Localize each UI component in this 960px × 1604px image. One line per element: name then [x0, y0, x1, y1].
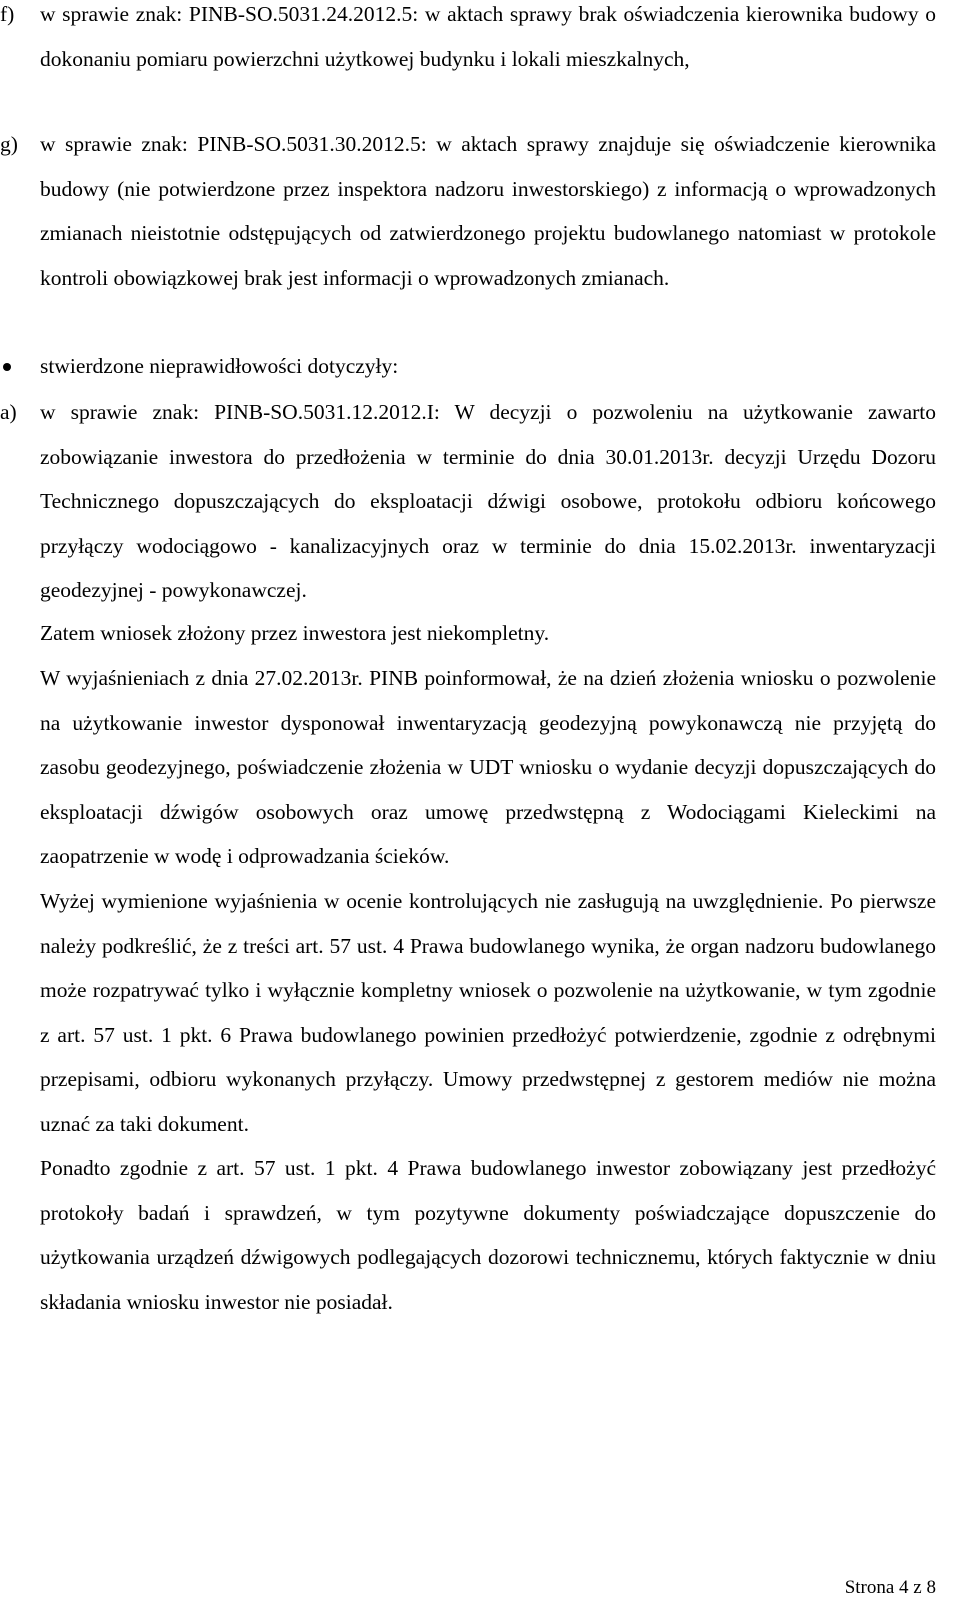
- list-item-f-text: w sprawie znak: PINB-SO.5031.24.2012.5: w aktach sprawy brak oświadczenia kierownika budowy o dokonaniu pomiaru powierzchni użytkowej budynku i lokali mieszkalnych,: [40, 2, 936, 71]
- list-item-a: [0, 390, 936, 613]
- paragraph-additional-requirements: Ponadto zgodnie z art. 57 ust. 1 pkt. 4 Prawa budowlanego inwestor zobowiązany jest przedłożyć protokoły badań i sprawdzeń, w tym pozytywne dokumenty poświadczające dopuszczenie do użytkowania urządzeń dźwigowych podlegających dozorowi technicznemu, których faktycznie w dniu składania wniosku inwestor nie posiadał.: [40, 1156, 936, 1314]
- page-number: Strona 4 z 8: [844, 1577, 936, 1598]
- paragraph-assessment: Wyżej wymienione wyjaśnienia w ocenie kontrolujących nie zasługują na uwzględnienie. Po pierwsze należy podkreślić, że z treści art. 57 ust. 4 Prawa budowlanego wynika, że organ nadzoru budowlanego może rozpatrywać tylko i wyłącznie kompletny wniosek o pozwolenie na użytkowanie, w tym zgodnie z art. 57 ust. 1 pkt. 6 Prawa budowlanego powinien przedłożyć potwierdzenie, zgodnie z odrębnymi przepisami, odbioru wykonanych przyłączy. Umowy przedwstępnej z gestorem mediów nie można uznać za taki dokument.: [40, 889, 936, 1136]
- list-marker-f: f): [0, 2, 15, 26]
- bullet-icon: [3, 363, 11, 371]
- bullet-item-text: stwierdzone nieprawidłowości dotyczyły:: [40, 354, 399, 378]
- paragraph-incomplete-application: Zatem wniosek złożony przez inwestora jest niekompletny.: [40, 621, 550, 645]
- list-item-a-text: w sprawie znak: PINB-SO.5031.12.2012.I: W decyzji o pozwoleniu na użytkowanie zawarto zobowiązanie inwestora do przedłożenia w terminie do dnia 30.01.2013r. decyzji Urzędu Dozoru Technicznego dopuszczających do eksploatacji dźwigi osobowe, protokołu odbioru końcowego przyłączy wodociągowo - kanalizacyjnych oraz w terminie do dnia 15.02.2013r. inwentaryzacji geodezyjnej - powykonawczej.: [40, 400, 936, 602]
- list-item-g-text: w sprawie znak: PINB-SO.5031.30.2012.5: w aktach sprawy znajduje się oświadczenie kierownika budowy (nie potwierdzone przez inspektora nadzoru inwestorskiego) z informacją o wprowadzonych zmianach nieistotnie odstępujących od zatwierdzonego projektu budowlanego natomiast w protokole kontroli obowiązkowej brak jest informacji o wprowadzonych zmianach.: [40, 132, 936, 290]
- paragraph-explanations: W wyjaśnieniach z dnia 27.02.2013r. PINB poinformował, że na dzień złożenia wniosku o pozwolenie na użytkowanie inwestor dysponował inwentaryzacją geodezyjną powykonawczą nie przyjętą do zasobu geodezyjnego, poświadczenie złożenia w UDT wniosku o wydanie decyzji dopuszczających do eksploatacji dźwigów osobowych oraz umowę przedwstępną z Wodociągami Kieleckimi na zaopatrzenie w wodę i odprowadzania ścieków.: [40, 666, 936, 868]
- bullet-item: [0, 344, 936, 389]
- list-item-g: [0, 122, 936, 300]
- list-item-f: [0, 0, 936, 81]
- list-marker-g: g): [0, 132, 18, 156]
- list-marker-a: a): [0, 400, 17, 424]
